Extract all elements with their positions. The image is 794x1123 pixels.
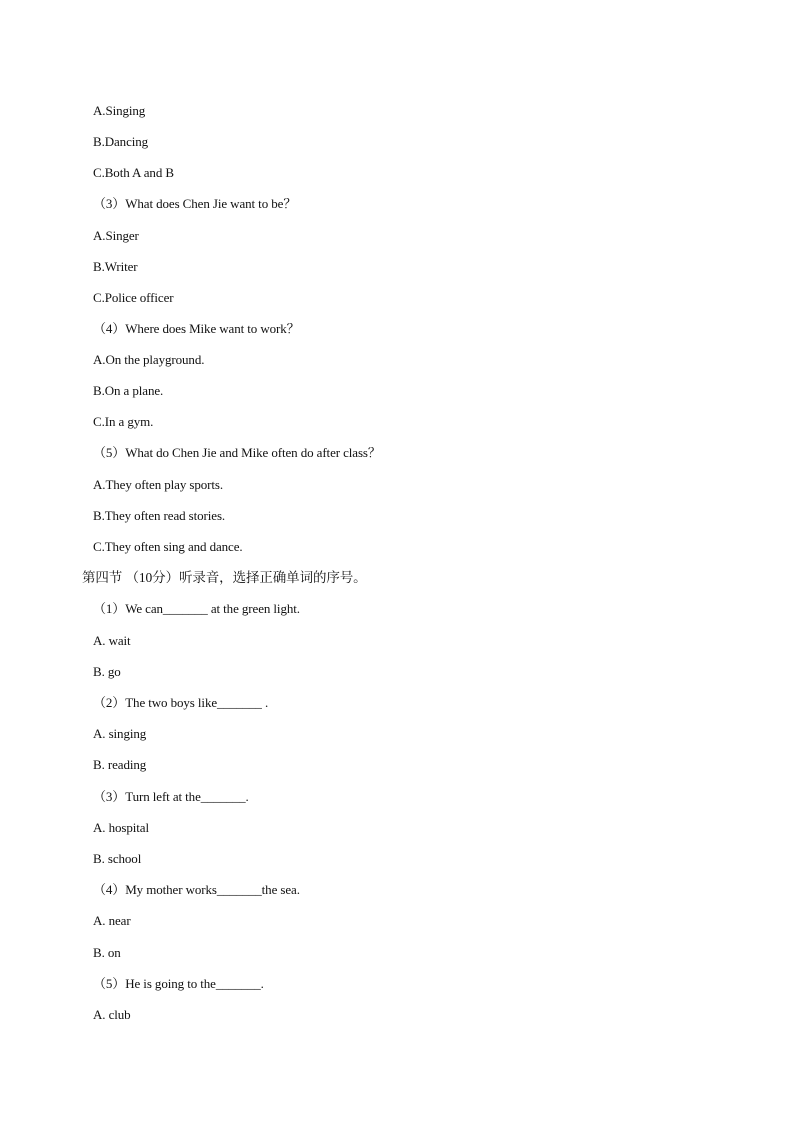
option-text: B. school <box>93 851 142 866</box>
option-text: A. wait <box>93 633 131 648</box>
option-text: C.Police officer <box>93 290 174 305</box>
option-text: A.On the playground. <box>93 352 205 367</box>
question-text: （1）We can_______ at the green light. <box>93 601 300 616</box>
option-text: B.Dancing <box>93 134 149 149</box>
option-text: B. on <box>93 945 121 960</box>
question-text: （5）What do Chen Jie and Mike often do after class？ <box>93 445 381 460</box>
option-text: C.Both A and B <box>93 165 174 180</box>
option-text: A.Singer <box>93 228 139 243</box>
option-text: A.Singing <box>93 103 146 118</box>
question-text: （3）What does Chen Jie want to be？ <box>93 196 297 211</box>
question-text: （3）Turn left at the_______. <box>93 789 249 804</box>
question-text: （4）My mother works_______the sea. <box>93 882 300 897</box>
option-text: A. near <box>93 913 131 928</box>
option-text: A. singing <box>93 726 147 741</box>
option-text: C.In a gym. <box>93 414 154 429</box>
question-text: （4）Where does Mike want to work？ <box>93 321 300 336</box>
option-text: B. go <box>93 664 121 679</box>
section-heading: 第四节 （10分）听录音，选择正确单词的序号。 <box>82 570 367 585</box>
option-text: B.They often read stories. <box>93 508 226 523</box>
question-text: （2）The two boys like_______ . <box>93 695 269 710</box>
option-text: A. hospital <box>93 820 149 835</box>
option-text: B.Writer <box>93 259 138 274</box>
option-text: A. club <box>93 1007 131 1022</box>
option-text: A.They often play sports. <box>93 477 224 492</box>
option-text: B.On a plane. <box>93 383 164 398</box>
option-text: B. reading <box>93 757 147 772</box>
question-text: （5）He is going to the_______. <box>93 976 264 991</box>
option-text: C.They often sing and dance. <box>93 539 243 554</box>
